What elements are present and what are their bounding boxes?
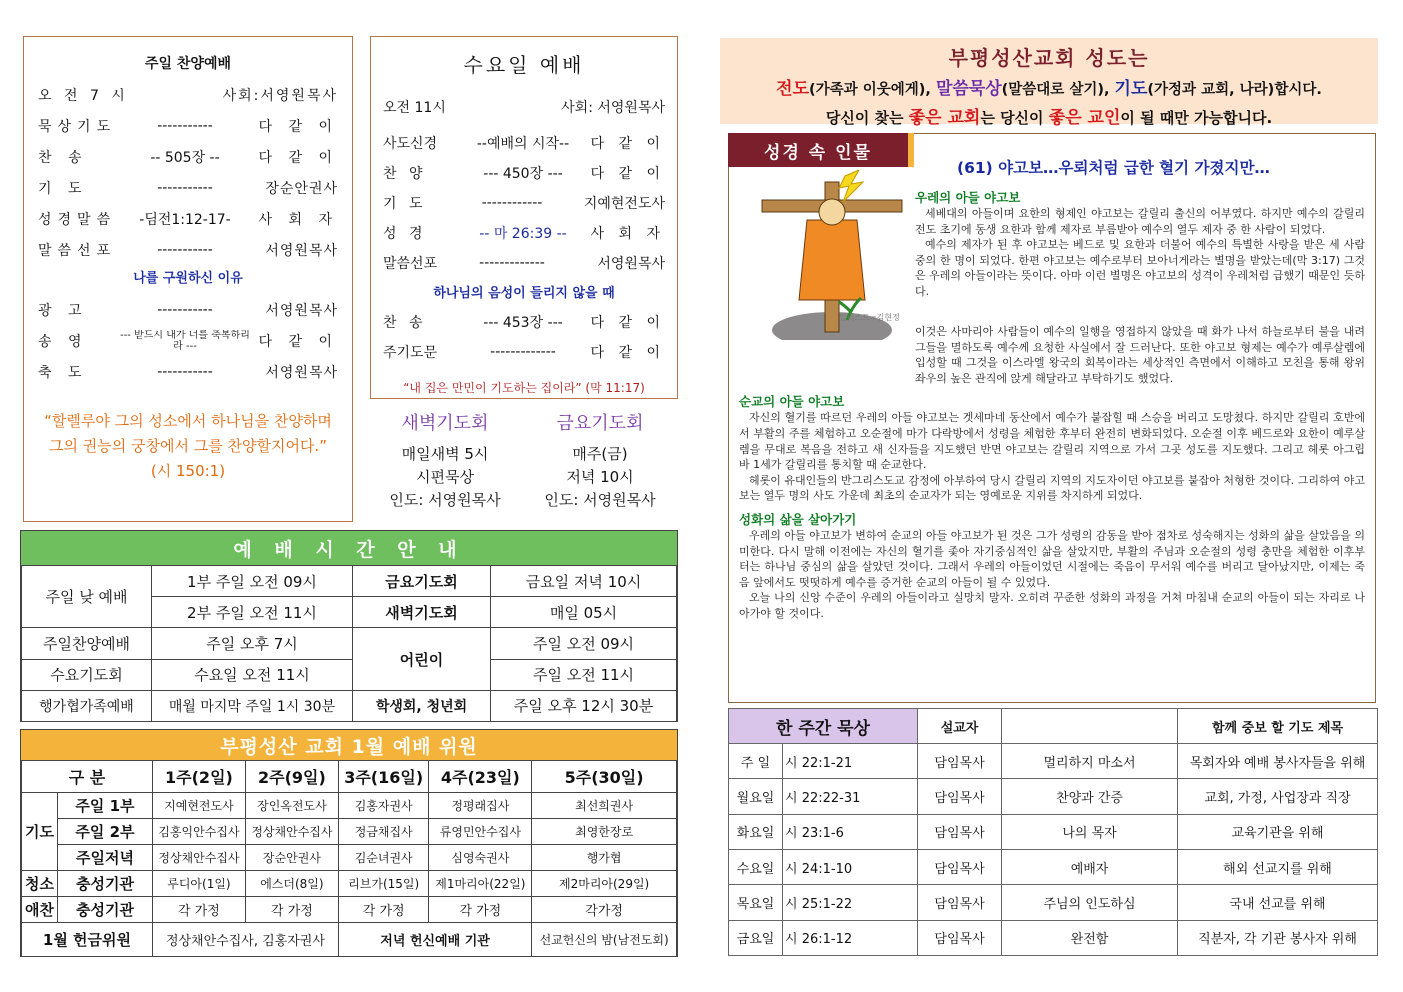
weekly-cell: 교회, 가정, 사업장과 직장 [1178,779,1378,814]
duty-head: 5주(30일) [532,761,677,793]
duty-prayer-label: 기도 [22,793,58,871]
order-row: 사도신경 --예배의 시작-- 다 같 이 [383,136,665,152]
duty-head: 구 분 [22,761,153,793]
article-paragraph: 오늘 나의 신앙 수준이 우레의 아들이라고 실망치 말자. 오히려 꾸준한 성화의 과정을 거쳐 마침내 순교의 아들이 되는 자리로 나아가야 할 것이다. [739,591,1365,620]
duty-head: 4주(23일) [429,761,532,793]
duty-cell: 정금채집사 [338,819,429,845]
article-subtitle: 순교의 아들 야고보 [739,394,845,410]
article-subtitle: 성화의 삶을 살아가기 [739,511,857,527]
duty-cell: 김홍익안수집사 [152,819,245,845]
duty-cell: 청소 [22,871,58,897]
order-row: 묵상기도 ----------- 다 같 이 [38,117,338,135]
sunday-time: 오 전 7 시 [38,87,129,104]
schedule-cell: 행가협가족예배 [22,690,152,721]
weekly-cell: 교육기관을 위해 [1178,814,1378,849]
order-row: 성경말씀 -딤전1:12-17- 사 회 자 [38,211,338,228]
wednesday-sermon-title: 하나님의 음성이 들리지 않을 때 [433,286,615,301]
duty-cell: 각가정 [532,897,677,923]
duty-cell: 정상채안수집사, 김홍자권사 [152,923,338,957]
schedule-title: 예 배 시 간 안 내 [21,531,677,565]
order-row: 기 도 ----------- 장순안권사 [38,179,338,197]
duty-roster [20,729,678,957]
article-paragraph: 세베대의 아들이며 요한의 형제인 야고보는 갈릴리 출신의 어부였다. 하지만 예수의 갈릴리 전도 초기에 동생 요한과 함께 제자로 부름받아 예수의 열두 제자 중 한 사람이 되었다. [915,207,1365,236]
article-paragraph: 예수의 제자가 된 후 야고보는 베드로 및 요한과 더불어 예수의 특별한 사랑을 받은 세 사람 중의 한 명이 되었다. 한편 야고보는 예수로부터 보아너게라는 별명을 받았는데(막 3:17) 그것은 우레의 아들이라는 뜻이다. 아마 이런 별명은 야고보의 성격이 우레처럼 급했기 때문인 듯하다. [915,238,1365,298]
banner-word: 이 될 때만 가능합니다. [1120,109,1273,127]
friday-prayer [525,412,675,512]
article-paragraph: 헤롯이 유대인들의 반그리스도교 감정에 아부하여 당시 갈릴리 지역의 지도자이던 야고보를 붙잡아 처형한 것이다. 그리하여 야고보는 열두 명의 사도 가운데 최초의 순교자가 되는 영예로운 지위를 차지하게 되었다. [739,473,1365,503]
order-row: 찬 송 -- 505장 -- 다 같 이 [38,149,338,166]
sunday-praise-title: 주일 찬양예배 [144,56,232,72]
duty-cell: 에스더(8일) [245,871,338,897]
weekly-cell: 시 22:22-31 [783,779,918,814]
order-row: 찬 송 --- 453장 --- 다 같 이 [383,315,665,331]
duty-cell: 김홍자권사 [338,793,429,819]
sunday-sermon-title: 나를 구원하신 이유 [133,271,243,286]
banner-word: (말씀대로 살기), [1001,82,1115,98]
weekly-cell: 담임목사 [918,744,1002,779]
illustration-credit: 일러스트=김현정 [839,313,900,322]
schedule-cell: 주일 오전 11시 [491,659,677,690]
duty-cell: 각 가정 [245,897,338,923]
wednesday-box [370,36,678,399]
duty-cell: 정상채안수집사 [152,845,245,871]
order-row: 성 경 -- 마 26:39 -- 사 회 자 [383,226,665,242]
friday-title: 금요기도회 [556,413,644,434]
weekly-cell: 해외 선교지를 위해 [1178,849,1378,884]
wednesday-title: 수요일 예배 [463,53,585,77]
duty-cell: 1월 헌금위원 [22,923,153,957]
weekly-cell: 찬양과 간증 [1002,779,1178,814]
weekly-cell: 시 24:1-10 [783,849,918,884]
banner-title: 부평성산교회 성도는 [948,46,1150,70]
banner-word: 는 당신이 [980,109,1049,127]
weekly-head: 설교자 [918,709,1002,744]
weekly-meditation [728,708,1378,956]
duty-cell: 주일저녁 [58,845,153,871]
article-text-main [739,324,1365,622]
friday-line: 매주(금) [572,445,628,463]
banner-line-2 [720,103,1378,128]
duty-cell: 정상채안수집사 [245,819,338,845]
schedule-cell: 어린이 [353,628,491,690]
weekly-cell: 시 23:1-6 [783,814,918,849]
weekly-cell: 완전함 [1002,920,1178,955]
duty-cell: 주일 1부 [58,793,153,819]
wednesday-verse: “내 집은 만민이 기도하는 집이라” (막 11:17) [403,381,645,395]
duty-cell: 루디아(1일) [152,871,245,897]
dawn-line: 인도: 서영원목사 [389,491,501,509]
dawn-title: 새벽기도회 [401,413,489,434]
duty-cell: 각 가정 [152,897,245,923]
lightning-bolt [839,170,863,202]
weekly-cell: 담임목사 [918,814,1002,849]
duty-cell: 지예현전도사 [152,793,245,819]
banner-word: (가정과 교회, 나라)합시다. [1147,82,1322,98]
sunday-verse: “할렐루야 그의 성소에서 하나님을 찬양하며 그의 권능의 궁창에서 그를 찬양할지어다.” (시 150:1) [44,412,332,480]
duty-head: 3주(16일) [338,761,429,793]
schedule-cell: 매일 05시 [491,597,677,628]
order-row: 찬 양 --- 450장 --- 다 같 이 [383,166,665,182]
head [819,199,845,225]
friday-line: 인도: 서영원목사 [544,491,656,509]
banner-word: 기도 [1114,79,1148,99]
duty-head: 2주(9일) [245,761,338,793]
duty-cell: 충성기관 [58,897,153,923]
schedule-cell: 금요일 저녁 10시 [491,566,677,597]
weekly-cell: 시 22:1-21 [783,744,918,779]
weekly-cell: 직분자, 각 기관 봉사자 위해 [1178,920,1378,955]
banner-word: 당신이 찾는 [825,109,909,127]
weekly-cell: 시 26:1-12 [783,920,918,955]
wednesday-time: 오전 11시 [383,100,446,116]
order-row: 주기도문 ------------- 다 같 이 [383,344,665,361]
schedule-cell: 1부 주일 오전 09시 [152,566,353,597]
schedule-cell: 수요기도회 [22,659,152,690]
banner-word: 말씀묵상 [935,79,1002,99]
duty-cell: 장순안권사 [245,845,338,871]
duty-cell: 최선희권사 [532,793,677,819]
schedule-cell: 학생회, 청년회 [353,690,491,721]
schedule-cell: 새벽기도회 [353,597,491,628]
article-paragraph: 이것은 사마리아 사람들이 예수의 일행을 영접하지 않았을 때 화가 나서 하늘로부터 불을 내려 그들을 멸하도록 예수께 요청한 사실에서 잘 드러난다. 또한 야고보 형제는 예수가 예루살렘에 입성할 때 그것을 이스라엘 왕국의 회복이라는 세상적인 측면에서 이해하고 모친을 통해 왕위 좌우의 높은 관직에 앉게 해달라고 부탁하기도 했었다. [915,325,1365,385]
banner-word: (가족과 이웃에게), [809,82,936,98]
weekly-cell: 멀리하지 마소서 [1002,744,1178,779]
duty-cell: 행가협 [532,845,677,871]
dawn-line: 시편묵상 [416,468,474,486]
schedule-cell: 주일 오후 12시 30분 [491,690,677,721]
weekly-cell: 담임목사 [918,849,1002,884]
weekly-cell: 예배자 [1002,849,1178,884]
schedule-cell: 금요기도회 [353,566,491,597]
article-tag: 성경 속 인물 [728,133,914,167]
duty-cell: 제1마리아(22일) [429,871,532,897]
article-subtitle: 우레의 아들 야고보 [915,190,1021,205]
banner-word: 좋은 교인 [1048,108,1121,128]
weekly-head: 한 주간 묵상 [729,709,918,744]
schedule-cell: 수요일 오전 11시 [152,659,353,690]
schedule-cell: 주일찬양예배 [22,628,152,659]
schedule-cell: 주일 낮 예배 [22,566,152,628]
friday-line: 저녁 10시 [566,468,634,486]
weekly-cell: 시 25:1-22 [783,885,918,920]
weekly-cell: 주 일 [729,744,783,779]
weekly-cell: 나의 목자 [1002,814,1178,849]
duty-cell: 김순녀권사 [338,845,429,871]
order-row: 축 도 ----------- 서영원목사 [38,363,338,381]
duty-cell: 제2마리아(29일) [532,871,677,897]
bible-person-article [728,133,1376,703]
order-row: 말씀선포 ----------- 서영원목사 [38,241,338,259]
duty-cell: 애찬 [22,897,58,923]
duty-cell: 충성기관 [58,871,153,897]
weekly-cell: 월요일 [729,779,783,814]
order-row: 말씀선포 ------------- 서영원목사 [383,255,665,272]
dawn-line: 매일새벽 5시 [401,445,489,463]
duty-cell: 최영한장로 [532,819,677,845]
weekly-cell: 화요일 [729,814,783,849]
order-row: 광 고 ----------- 서영원목사 [38,301,338,319]
weekly-cell: 목요일 [729,885,783,920]
weekly-cell: 국내 선교를 위해 [1178,885,1378,920]
schedule-cell: 주일 오전 09시 [491,628,677,659]
schedule-cell: 매월 마지막 주일 1시 30분 [152,690,353,721]
order-row: 송 영 --- 받드시 내가 너를 축복하리라 --- 다 같 이 [38,329,338,352]
wednesday-host: 사회: 서영원목사 [561,100,665,116]
dawn-prayer [370,412,520,512]
duty-cell: 각 가정 [429,897,532,923]
sunday-praise-box [23,36,353,522]
article-title: (61) 야고보…우뢰처럼 급한 혈기 가졌지만… [957,159,1270,177]
article-paragraph: 우레의 아들 야고보가 변하여 순교의 아들 야고보가 된 것은 그가 성령의 감동을 받아 점차로 성숙해지는 성화의 삶을 살았음을 의미한다. 다시 말해 이전에는 자신의 혈기를 좇아 자기중심적인 삶을 살았지만, 부활의 주님과 오순절의 성령 충만을 체험한 이후부터는 하나님 중심의 삶을 살았던 것이다. 그래서 우레의 아들이었던 시절에는 죽음이 무서워 예수를 버리고 달아났지만, 이제는 죽음 앞에서도 떳떳하게 예수를 증거한 순교의 아들이 될 수 있었다. [739,528,1365,589]
worship-schedule [20,530,678,722]
sunday-host: 사회:서영원목사 [222,87,338,104]
weekly-cell: 담임목사 [918,920,1002,955]
banner-word: 좋은 교회 [908,108,981,128]
weekly-cell: 수요일 [729,849,783,884]
schedule-cell: 주일 오후 7시 [152,628,353,659]
schedule-cell: 2부 주일 오전 11시 [152,597,353,628]
duty-cell: 각 가정 [338,897,429,923]
weekly-cell: 금요일 [729,920,783,955]
duty-head: 1주(2일) [152,761,245,793]
weekly-head: 함께 중보 할 기도 제목 [1178,709,1378,744]
article-paragraph: 자신의 혈기를 따르던 우레의 아들 야고보는 겟세마네 동산에서 예수가 붙잡힐 때 스승을 버리고 도망쳤다. 하지만 갈릴리 호반에서 부활의 주를 체험하고 오순절에 마가 다락방에서 성령을 체험한 후부터 완전히 변화되었다. 오순절 이후 베드로와 요한이 예루살렘을 무대로 복음을 전하고 새 신자들을 지도했던 반면 야고보는 갈릴리 지역으로 가서 그곳 성도를 지도했다. 그리고 헤롯 아그립바 1세가 갈릴리를 통치할 때 순교한다. [739,411,1365,472]
robe [799,220,865,300]
banner-line-1 [720,74,1378,99]
banner-word: 전도 [776,79,810,99]
weekly-cell: 주님의 인도하심 [1002,885,1178,920]
duty-cell: 저녁 헌신예배 기관 [338,923,531,957]
weekly-cell: 목회자와 예배 봉사자들을 위해 [1178,744,1378,779]
duty-cell: 류영민안수집사 [429,819,532,845]
article-text-top [915,186,1365,300]
duty-cell: 주일 2부 [58,819,153,845]
duty-cell: 리브가(15일) [338,871,429,897]
weekly-cell: 담임목사 [918,885,1002,920]
church-banner [720,38,1378,128]
duty-cell: 선교헌신의 밤(남전도회) [532,923,677,957]
duty-cell: 장인옥전도사 [245,793,338,819]
duty-cell: 정평래집사 [429,793,532,819]
weekly-cell: 담임목사 [918,779,1002,814]
order-row: 기 도 ------------ 지예현전도사 [383,195,665,212]
duty-title: 부평성산 교회 1월 예배 위원 [21,730,677,760]
weekly-head [1002,709,1178,744]
duty-cell: 심영숙권사 [429,845,532,871]
